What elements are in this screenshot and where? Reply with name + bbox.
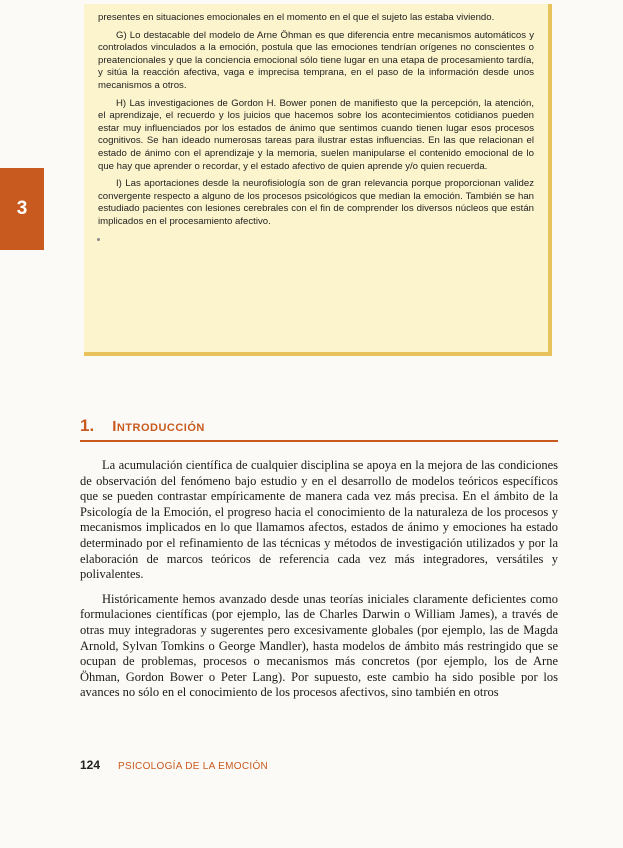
book-title: PSICOLOGÍA DE LA EMOCIÓN [118, 761, 269, 772]
body-paragraph-1: La acumulación científica de cualquier disciplina se apoya en la mejora de las condiciones de observación del fenómeno bajo estudio y en el desarrollo de modelos teóricos específicos que se pueden contrastar empíricamente de manera cada vez más precisa. En el ámbito de la Psicología de la Emoción, el progreso hacia el conocimiento de la naturaleza de los procesos y mecanismos implicados en lo que llamamos afectos, estados de ánimo y emociones ha estado determinado por el refinamiento de las técnicas y métodos de investigación utilizados y por la elaboración de marcos teóricos de referencia cada vez más integradores, versátiles y polivalentes. [80, 458, 558, 582]
summary-paragraph-intro: presentes en situaciones emocionales en el momento en el que el sujeto las estaba viviendo. [98, 12, 495, 23]
section-title: Introducción [112, 418, 205, 435]
summary-paragraph-h: H) Las investigaciones de Gordon H. Bower ponen de manifiesto que la percepción, la atención, el aprendizaje, el recuerdo y los juicios que hacemos sobre los acontecimientos cotidianos pueden estar muy influenciados por los estados de ánimo que sentimos cuando tienen lugar esos procesos cognitivos. Se han ideado numerosas tareas para ilustrar estas influencias. En las que relacionan el estado de ánimo con el aprendizaje y la memoria, suelen manipularse el contenido emocional de lo que hay que aprender o recordar, y el estado afectivo de quien aprende y/o quien recuerda. [98, 97, 534, 172]
body-paragraph-2: Históricamente hemos avanzado desde unas teorías iniciales claramente deficientes como formulaciones científicas (por ejemplo, las de Charles Darwin o William James), a través de otras muy integradoras y sugerentes pero excesivamente globales (por ejemplo, las de Magda Arnold, Sylvan Tomkins o George Mandler), hasta modelos de ámbito más restringido que se ocupan de problemas, procesos o mecanismos más concretos (por ejemplo, los de Arne Öhman, Gordon Bower o Peter Lang). Por supuesto, este cambio ha sido posible por los avances no sólo en el conocimiento de los procesos afectivos, sino también en otros [80, 591, 558, 700]
chapter-number: 3 [16, 198, 28, 219]
section-number: 1. [80, 416, 95, 435]
chapter-tab [0, 168, 44, 250]
summary-paragraph-i: I) Las aportaciones desde la neurofisiología son de gran relevancia porque proporcionan validez convergente respecto a alguno de los procesos psicológicos que median la emoción. También se han estudiado pacientes con lesiones cerebrales con el fin de comprender los diversos núcleos que están implicados en el procesamiento afectivo. [98, 178, 534, 227]
summary-paragraph-g: G) Lo destacable del modelo de Arne Öhman es que diferencia entre mecanismos automáticos y controlados vinculados a la emoción, postula que las emociones tendrían orígenes no conscientes o preatencionales y que la conciencia emocional sólo tiene lugar en una etapa de procesamiento tardía, y sitúa la reacción afectiva, vaga e imprecisa temprana, en el paso de la información desde unos mecanismos a otros. [98, 29, 534, 91]
page-number: 124 [80, 758, 101, 772]
section-heading [80, 416, 558, 442]
body-text [80, 458, 558, 710]
summary-box [84, 4, 552, 356]
page-mark [97, 238, 100, 241]
page-footer [80, 756, 268, 774]
